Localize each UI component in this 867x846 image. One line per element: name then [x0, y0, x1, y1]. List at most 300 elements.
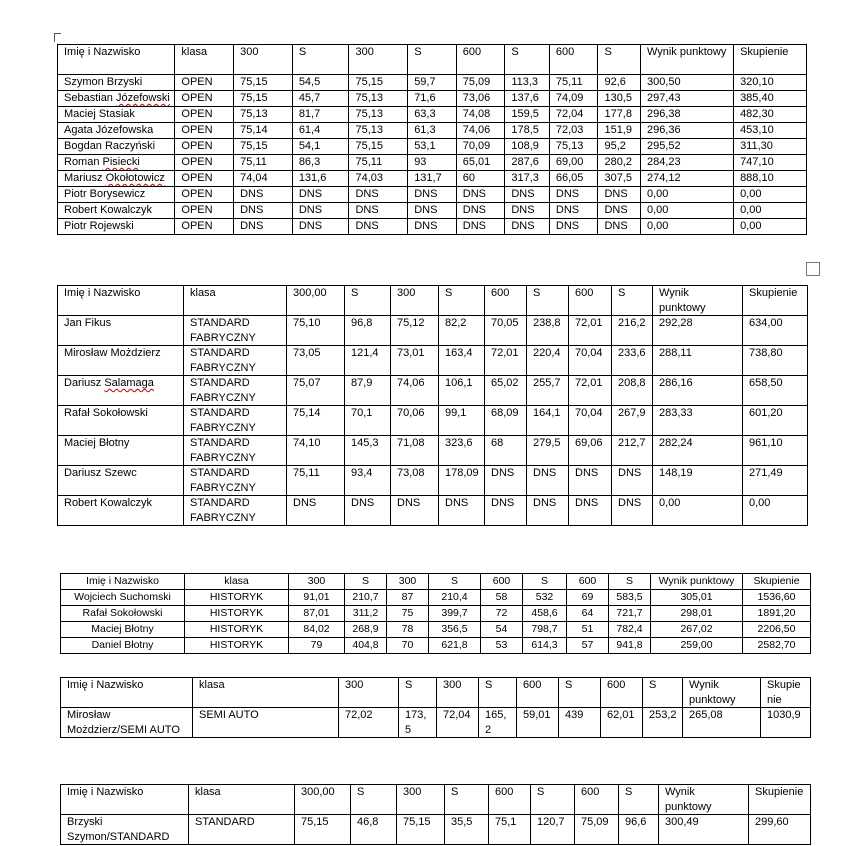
score-cell: 1536,60 [743, 590, 811, 606]
score-cell: 721,7 [609, 606, 651, 622]
score-cell: DNS [234, 203, 293, 219]
column-header: Skupienie [743, 574, 811, 590]
table-row [58, 376, 808, 406]
score-cell: 255,7 [527, 376, 569, 406]
column-header: 600 [575, 785, 619, 815]
score-cell: 75,15 [234, 91, 293, 107]
score-cell: 75,11 [287, 466, 345, 496]
score-cell: DNS [505, 203, 550, 219]
score-cell: 284,23 [640, 155, 733, 171]
table-row [58, 155, 807, 171]
column-header: 300 [391, 286, 439, 316]
column-header: 300 [387, 574, 429, 590]
score-cell: DNS [349, 187, 408, 203]
score-cell: 87,9 [345, 376, 391, 406]
table-row [58, 91, 807, 107]
score-cell: 54,1 [292, 139, 349, 155]
score-cell: 75,13 [349, 107, 408, 123]
competitor-name-cell: Maciej Błotny [58, 436, 184, 466]
score-cell: DNS [598, 219, 641, 235]
column-header: S [399, 678, 437, 708]
table-row [58, 171, 807, 187]
column-header: 600 [549, 45, 598, 75]
table-move-handle-icon[interactable] [54, 33, 61, 42]
score-cell: 46,8 [351, 815, 397, 845]
score-cell: 74,06 [456, 123, 505, 139]
column-header: Wynik punktowy [659, 785, 749, 815]
score-cell: 658,50 [743, 376, 808, 406]
column-header: Imię i Nazwisko [58, 286, 184, 316]
score-cell: 59,01 [517, 708, 559, 738]
score-cell: 51 [567, 622, 609, 638]
score-cell: 79 [289, 638, 345, 654]
column-header: Imię i Nazwisko [58, 45, 175, 75]
column-header: 600 [485, 286, 527, 316]
score-cell: 356,5 [429, 622, 481, 638]
class-cell: STANDARD FABRYCZNY [184, 496, 287, 526]
score-cell: 72,01 [569, 376, 612, 406]
score-cell: DNS [349, 219, 408, 235]
column-header: Wynik punktowy [640, 45, 733, 75]
score-cell: 75,15 [295, 815, 351, 845]
score-cell: 91,01 [289, 590, 345, 606]
score-cell: 0,00 [734, 187, 807, 203]
spellcheck-underline: Józefowski [115, 92, 170, 104]
table-row [58, 219, 807, 235]
score-cell: DNS [292, 187, 349, 203]
competitor-name-cell: Daniel Błotny [61, 638, 185, 654]
score-cell: 75,1 [489, 815, 531, 845]
score-cell: DNS [527, 466, 569, 496]
table-row [58, 203, 807, 219]
class-cell: OPEN [175, 155, 234, 171]
score-cell: 86,3 [292, 155, 349, 171]
column-header: 300 [437, 678, 479, 708]
table-row [58, 406, 808, 436]
score-cell: 265,08 [683, 708, 761, 738]
table-row [58, 346, 808, 376]
score-cell: 69,06 [569, 436, 612, 466]
score-cell: 62,01 [601, 708, 643, 738]
score-cell: 165,2 [479, 708, 517, 738]
competitor-name-cell: Wojciech Suchomski [61, 590, 185, 606]
score-cell: 72,01 [485, 346, 527, 376]
score-cell: 286,16 [653, 376, 743, 406]
score-cell: 96,6 [619, 815, 659, 845]
column-header: 300 [234, 45, 293, 75]
score-cell: 75,07 [287, 376, 345, 406]
score-cell: 178,5 [505, 123, 550, 139]
column-header: 600 [569, 286, 612, 316]
class-cell: OPEN [175, 75, 234, 91]
score-cell: 60 [456, 171, 505, 187]
table-row [58, 466, 808, 496]
score-cell: DNS [485, 466, 527, 496]
competitor-name-cell: Roman Pisiecki [58, 155, 175, 171]
score-cell: 130,5 [598, 91, 641, 107]
score-cell: 253,2 [643, 708, 683, 738]
competitor-name-cell: Maciej Stasiak [58, 107, 175, 123]
score-cell: 164,1 [527, 406, 569, 436]
score-cell: DNS [456, 187, 505, 203]
score-cell: DNS [549, 187, 598, 203]
score-cell: 259,00 [651, 638, 743, 654]
results-table-standard [60, 784, 811, 845]
score-cell: 75,10 [287, 316, 345, 346]
class-cell: OPEN [175, 123, 234, 139]
column-header: Wynik punktowy [683, 678, 761, 708]
score-cell: DNS [292, 203, 349, 219]
score-cell: 385,40 [734, 91, 807, 107]
score-cell: 177,8 [598, 107, 641, 123]
score-cell: 131,6 [292, 171, 349, 187]
column-header: Imię i Nazwisko [61, 574, 185, 590]
score-cell: 74,06 [391, 376, 439, 406]
table-row [58, 107, 807, 123]
score-cell: 300,49 [659, 815, 749, 845]
score-cell: 66,05 [549, 171, 598, 187]
score-cell: DNS [569, 466, 612, 496]
score-cell: DNS [456, 203, 505, 219]
column-header: S [439, 286, 485, 316]
score-cell: 458,6 [523, 606, 567, 622]
competitor-name-cell: Rafał Sokołowski [58, 406, 184, 436]
score-cell: 64 [567, 606, 609, 622]
score-cell: 74,04 [234, 171, 293, 187]
score-cell: 75,09 [575, 815, 619, 845]
score-cell: DNS [391, 496, 439, 526]
score-cell: 58 [481, 590, 523, 606]
table-header-row [61, 574, 811, 590]
column-header: 600 [489, 785, 531, 815]
column-header: Imię i Nazwisko [61, 678, 193, 708]
column-header: S [445, 785, 489, 815]
score-cell: 0,00 [640, 219, 733, 235]
score-cell: 798,7 [523, 622, 567, 638]
score-cell: DNS [598, 203, 641, 219]
column-header: Skupienie [743, 286, 808, 316]
score-cell: 404,8 [345, 638, 387, 654]
score-cell: 73,01 [391, 346, 439, 376]
score-cell: 71,6 [408, 91, 457, 107]
score-cell: 399,7 [429, 606, 481, 622]
column-header: 300 [289, 574, 345, 590]
table-row [58, 316, 808, 346]
competitor-name-cell: Bogdan Raczyński [58, 139, 175, 155]
score-cell: DNS [549, 203, 598, 219]
score-cell: 87,01 [289, 606, 345, 622]
score-cell: 75,12 [391, 316, 439, 346]
competitor-name-cell: Brzyski Szymon/STANDARD [61, 815, 189, 845]
competitor-name-cell: Rafał Sokołowski [61, 606, 185, 622]
column-header: Skupienie [734, 45, 807, 75]
score-cell: 216,2 [612, 316, 653, 346]
table-row [61, 638, 811, 654]
score-cell: DNS [527, 496, 569, 526]
score-cell: DNS [612, 496, 653, 526]
competitor-name-cell: Szymon Brzyski [58, 75, 175, 91]
score-cell: 70 [387, 638, 429, 654]
score-cell: 75,14 [234, 123, 293, 139]
score-cell: 93,4 [345, 466, 391, 496]
score-cell: 96,8 [345, 316, 391, 346]
column-header: klasa [193, 678, 339, 708]
score-cell: 75,09 [456, 75, 505, 91]
table-row [58, 496, 808, 526]
column-header: 300 [349, 45, 408, 75]
column-header: 600 [601, 678, 643, 708]
score-cell: 178,09 [439, 466, 485, 496]
table-row [58, 123, 807, 139]
score-cell: 53,1 [408, 139, 457, 155]
score-cell: 210,7 [345, 590, 387, 606]
column-header: Wynik punktowy [653, 286, 743, 316]
score-cell: 1030,9 [761, 708, 811, 738]
competitor-name-cell: Maciej Błotny [61, 622, 185, 638]
score-cell: 320,10 [734, 75, 807, 91]
score-cell: 307,5 [598, 171, 641, 187]
score-cell: 75,15 [234, 75, 293, 91]
column-header: Skupienie [761, 678, 811, 708]
score-cell: 311,30 [734, 139, 807, 155]
table-row [61, 606, 811, 622]
score-cell: 131,7 [408, 171, 457, 187]
score-cell: 738,80 [743, 346, 808, 376]
score-cell: 72,01 [569, 316, 612, 346]
score-cell: DNS [456, 219, 505, 235]
column-header: 300,00 [295, 785, 351, 815]
score-cell: 941,8 [609, 638, 651, 654]
score-cell: 74,03 [349, 171, 408, 187]
score-cell: 0,00 [640, 187, 733, 203]
column-header: 600 [456, 45, 505, 75]
score-cell: 35,5 [445, 815, 489, 845]
score-cell: DNS [408, 219, 457, 235]
class-cell: OPEN [175, 139, 234, 155]
score-cell: 65,02 [485, 376, 527, 406]
score-cell: 70,04 [569, 346, 612, 376]
score-cell: 163,4 [439, 346, 485, 376]
score-cell: 271,49 [743, 466, 808, 496]
score-cell: 283,33 [653, 406, 743, 436]
class-cell: STANDARD FABRYCZNY [184, 316, 287, 346]
score-cell: 267,9 [612, 406, 653, 436]
score-cell: 298,01 [651, 606, 743, 622]
score-cell: 73,05 [287, 346, 345, 376]
score-cell: 0,00 [640, 203, 733, 219]
score-cell: 274,12 [640, 171, 733, 187]
class-cell: STANDARD FABRYCZNY [184, 436, 287, 466]
column-header: S [429, 574, 481, 590]
class-cell: STANDARD FABRYCZNY [184, 466, 287, 496]
score-cell: 108,9 [505, 139, 550, 155]
score-cell: 75,11 [349, 155, 408, 171]
score-cell: 45,7 [292, 91, 349, 107]
score-cell: 233,6 [612, 346, 653, 376]
score-cell: 75 [387, 606, 429, 622]
score-cell: 295,52 [640, 139, 733, 155]
score-cell: DNS [439, 496, 485, 526]
score-cell: 75,15 [349, 75, 408, 91]
score-cell: DNS [598, 187, 641, 203]
score-cell: 583,5 [609, 590, 651, 606]
score-cell: 323,6 [439, 436, 485, 466]
score-cell: 2206,50 [743, 622, 811, 638]
table-header-row [61, 678, 811, 708]
score-cell: DNS [569, 496, 612, 526]
score-cell: 311,2 [345, 606, 387, 622]
score-cell: 57 [567, 638, 609, 654]
score-cell: 317,3 [505, 171, 550, 187]
score-cell: 173,5 [399, 708, 437, 738]
class-cell: OPEN [175, 203, 234, 219]
score-cell: 296,36 [640, 123, 733, 139]
score-cell: 61,3 [408, 123, 457, 139]
class-cell: SEMI AUTO [193, 708, 339, 738]
score-cell: 120,7 [531, 815, 575, 845]
score-cell: 54,5 [292, 75, 349, 91]
score-cell: 747,10 [734, 155, 807, 171]
column-header: S [523, 574, 567, 590]
score-cell: 292,28 [653, 316, 743, 346]
results-table-standard-fabryczny [57, 285, 808, 526]
score-cell: DNS [287, 496, 345, 526]
score-cell: 75,11 [549, 75, 598, 91]
score-cell: DNS [292, 219, 349, 235]
score-cell: 145,3 [345, 436, 391, 466]
competitor-name-cell: Agata Józefowska [58, 123, 175, 139]
competitor-name-cell: Piotr Rojewski [58, 219, 175, 235]
column-header: 600 [481, 574, 523, 590]
column-header: klasa [185, 574, 289, 590]
score-cell: 74,08 [456, 107, 505, 123]
score-cell: 279,5 [527, 436, 569, 466]
class-cell: HISTORYK [185, 590, 289, 606]
score-cell: 99,1 [439, 406, 485, 436]
score-cell: 75,11 [234, 155, 293, 171]
score-cell: DNS [612, 466, 653, 496]
score-cell: 210,4 [429, 590, 481, 606]
competitor-name-cell: Mirosław Możdzierz/SEMI AUTO [61, 708, 193, 738]
score-cell: 75,14 [287, 406, 345, 436]
class-cell: OPEN [175, 91, 234, 107]
score-cell: 106,1 [439, 376, 485, 406]
score-cell: 78 [387, 622, 429, 638]
class-cell: STANDARD FABRYCZNY [184, 376, 287, 406]
table-row [58, 187, 807, 203]
score-cell: 238,8 [527, 316, 569, 346]
score-cell: 70,06 [391, 406, 439, 436]
score-cell: 73,08 [391, 466, 439, 496]
score-cell: 148,19 [653, 466, 743, 496]
score-cell: 71,08 [391, 436, 439, 466]
score-cell: 621,8 [429, 638, 481, 654]
results-table-historyk [60, 573, 811, 654]
score-cell: 614,3 [523, 638, 567, 654]
column-header: S [598, 45, 641, 75]
column-header: S [619, 785, 659, 815]
class-cell: HISTORYK [185, 606, 289, 622]
score-cell: DNS [345, 496, 391, 526]
column-header: klasa [175, 45, 234, 75]
score-cell: 2582,70 [743, 638, 811, 654]
score-cell: DNS [549, 219, 598, 235]
score-cell: 75,13 [349, 123, 408, 139]
class-cell: OPEN [175, 187, 234, 203]
score-cell: 296,38 [640, 107, 733, 123]
score-cell: 70,1 [345, 406, 391, 436]
column-header: S [345, 574, 387, 590]
column-header: S [559, 678, 601, 708]
column-header: klasa [184, 286, 287, 316]
column-header: S [505, 45, 550, 75]
score-cell: 87 [387, 590, 429, 606]
score-cell: 70,05 [485, 316, 527, 346]
spellcheck-underline: Pisiecki [102, 156, 140, 168]
score-cell: DNS [234, 219, 293, 235]
spellcheck-underline: Okołotowicz [105, 172, 165, 184]
score-cell: 0,00 [743, 496, 808, 526]
column-header: S [609, 574, 651, 590]
score-cell: 59,7 [408, 75, 457, 91]
score-cell: 92,6 [598, 75, 641, 91]
score-cell: 68,09 [485, 406, 527, 436]
score-cell: 439 [559, 708, 601, 738]
column-header: S [527, 286, 569, 316]
competitor-name-cell: Robert Kowalczyk [58, 496, 184, 526]
table-row [61, 815, 811, 845]
table-resize-handle-icon[interactable] [806, 262, 820, 276]
score-cell: 300,50 [640, 75, 733, 91]
score-cell: 1891,20 [743, 606, 811, 622]
score-cell: 288,11 [653, 346, 743, 376]
table-header-row [61, 785, 811, 815]
column-header: 600 [517, 678, 559, 708]
competitor-name-cell: Dariusz Salamaga [58, 376, 184, 406]
score-cell: 888,10 [734, 171, 807, 187]
score-cell: 159,5 [505, 107, 550, 123]
score-cell: 54 [481, 622, 523, 638]
score-cell: 81,7 [292, 107, 349, 123]
score-cell: 0,00 [734, 203, 807, 219]
score-cell: 961,10 [743, 436, 808, 466]
score-cell: 69 [567, 590, 609, 606]
score-cell: 84,02 [289, 622, 345, 638]
column-header: 300 [397, 785, 445, 815]
score-cell: 601,20 [743, 406, 808, 436]
table-row [61, 622, 811, 638]
column-header: S [292, 45, 349, 75]
table-row [58, 139, 807, 155]
table-row [58, 436, 808, 466]
score-cell: DNS [234, 187, 293, 203]
table-row [58, 75, 807, 91]
score-cell: 61,4 [292, 123, 349, 139]
score-cell: 532 [523, 590, 567, 606]
class-cell: OPEN [175, 171, 234, 187]
score-cell: 74,10 [287, 436, 345, 466]
score-cell: 137,6 [505, 91, 550, 107]
score-cell: 72,03 [549, 123, 598, 139]
score-cell: DNS [505, 187, 550, 203]
class-cell: STANDARD [189, 815, 295, 845]
score-cell: 63,3 [408, 107, 457, 123]
score-cell: 53 [481, 638, 523, 654]
score-cell: 151,9 [598, 123, 641, 139]
score-cell: 113,3 [505, 75, 550, 91]
score-cell: 68 [485, 436, 527, 466]
column-header: S [531, 785, 575, 815]
